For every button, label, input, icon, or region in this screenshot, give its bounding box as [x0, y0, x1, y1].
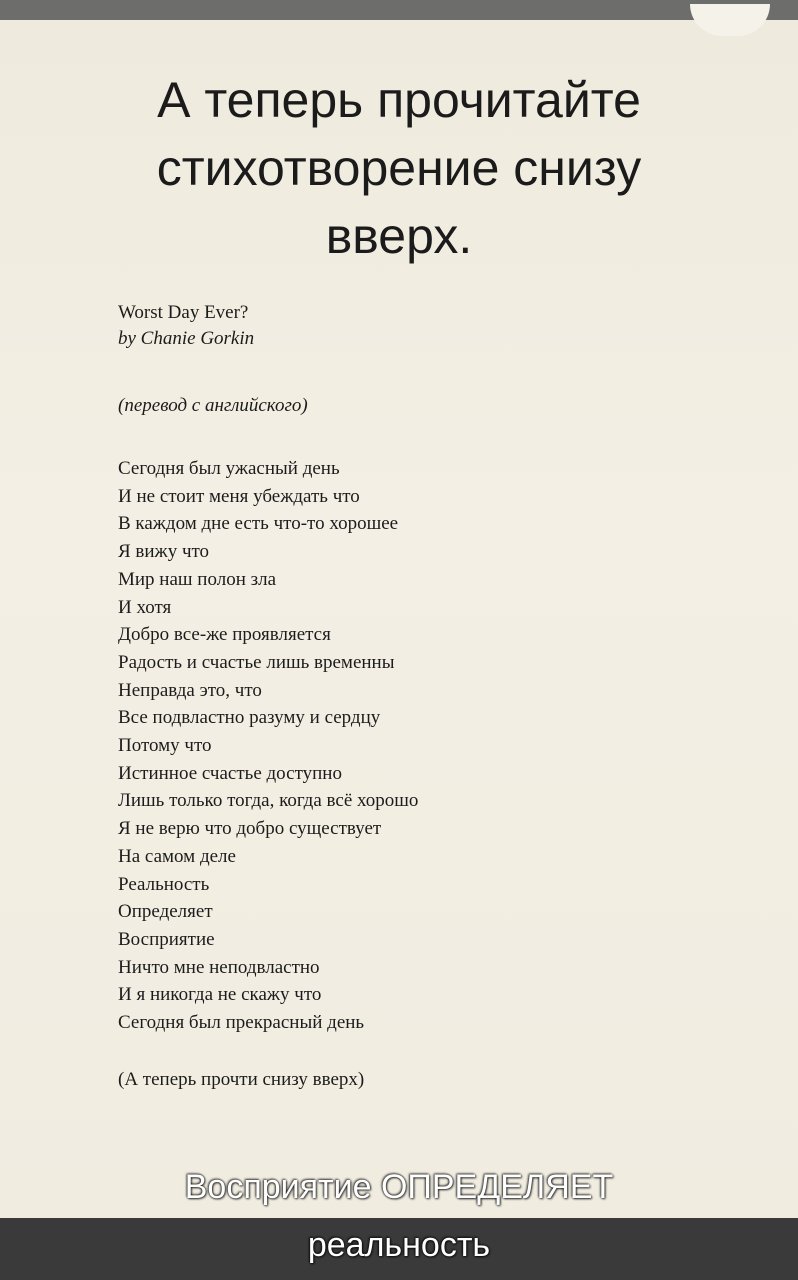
- poem-line: На самом деле: [118, 845, 236, 867]
- poem-line: Сегодня был ужасный день: [118, 458, 340, 479]
- poem-block: [118, 300, 678, 1093]
- translation-note: (перевод с английского): [118, 395, 308, 416]
- caption-line-2: реальность: [307, 1226, 491, 1264]
- poem-lines: [118, 455, 678, 1037]
- poem-line: Ничто мне неподвластно: [118, 956, 320, 978]
- poem-line: Определяет: [118, 901, 213, 923]
- poem-line: Я не верю что добро существует: [118, 818, 382, 840]
- headline-line-2: стихотворение снизу: [156, 140, 642, 196]
- headline-line-3: вверх.: [325, 208, 473, 264]
- poem-title: Worst Day Ever?: [118, 302, 249, 323]
- poem-author: by Chanie Gorkin: [118, 328, 255, 349]
- poem-line: И я никогда не скажу что: [118, 984, 322, 1006]
- poem-line: Восприятие: [118, 928, 215, 950]
- poem-line: Лишь только тогда, когда всё хорошо: [118, 790, 419, 812]
- poem-line: Потому что: [118, 735, 212, 757]
- poem-line: Мир наш полон зла: [118, 568, 277, 590]
- poem-line: Все подвластно разуму и сердцу: [118, 707, 381, 729]
- poem-line: И хотя: [118, 596, 172, 618]
- poem-line: Радость и счастье лишь временны: [118, 651, 395, 673]
- caption-overlay: [0, 1158, 798, 1274]
- poem-line: Я вижу что: [118, 541, 210, 563]
- top-corner-shape: [690, 4, 770, 36]
- poem-line: Неправда это, что: [118, 679, 262, 701]
- headline: [40, 66, 758, 270]
- poem-line: И не стоит меня убеждать что: [118, 485, 360, 507]
- poem-footer-note: (А теперь прочти снизу вверх): [118, 1068, 365, 1090]
- poem-line: Добро все-же проявляется: [118, 624, 331, 646]
- poem-line: Реальность: [118, 873, 210, 895]
- poem-line: В каждом дне есть что-то хорошее: [118, 513, 399, 535]
- poem-line: Истинное счастье доступно: [118, 762, 342, 784]
- poem-line: Сегодня был прекрасный день: [118, 1012, 365, 1034]
- caption-line-1: Восприятие ОПРЕДЕЛЯЕТ: [184, 1168, 614, 1206]
- top-status-band: [0, 0, 798, 20]
- headline-line-1: А теперь прочитайте: [157, 72, 641, 128]
